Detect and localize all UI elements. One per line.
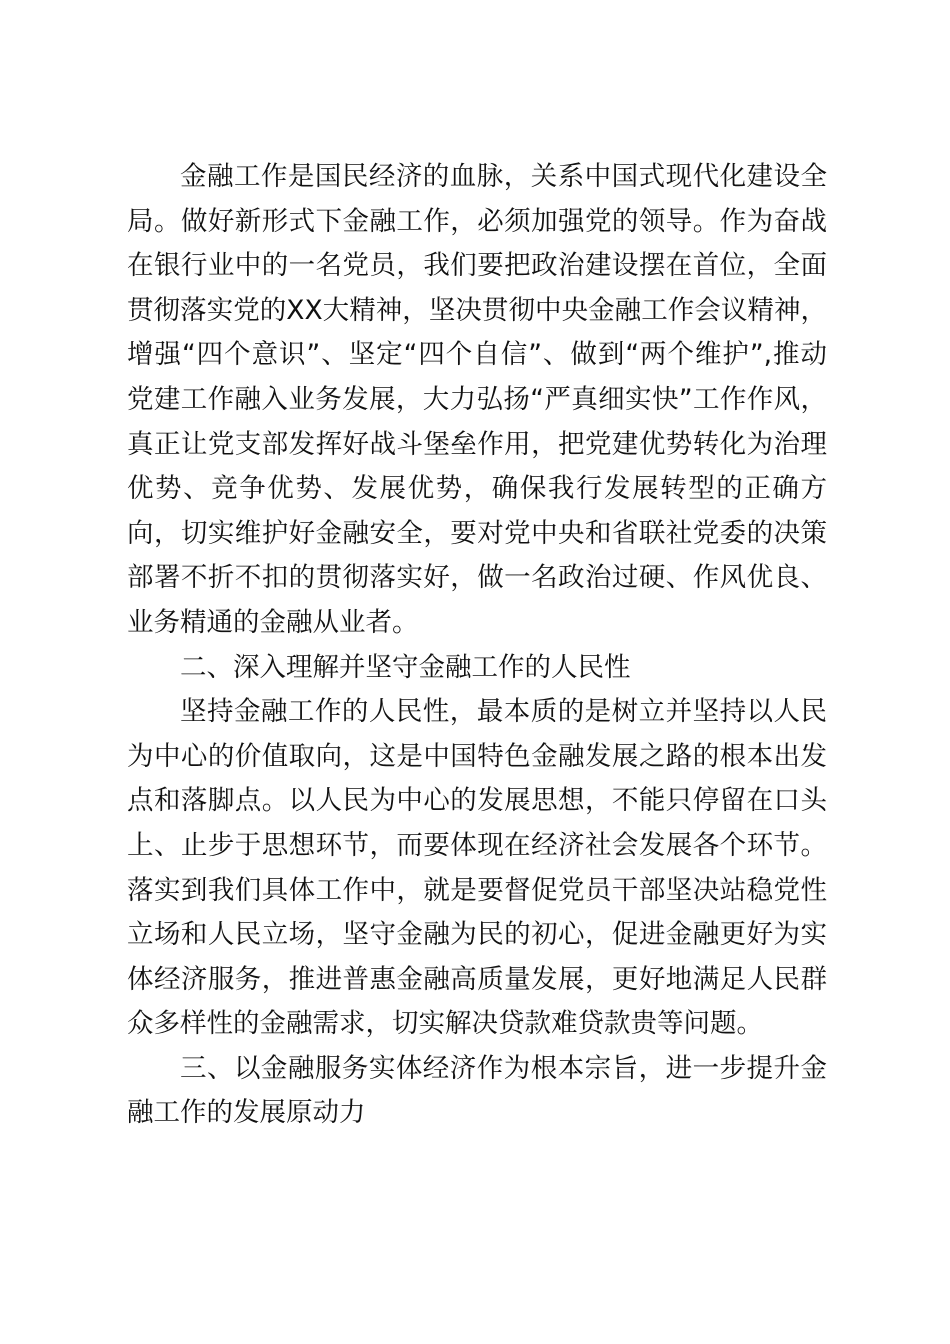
paragraph-party-leadership: 金融工作是国民经济的血脉，关系中国式现代化建设全局。做好新形式下金融工作，必须加强党的领导。作为奋战在银行业中的一名党员，我们要把政治建设摆在首位，全面贯彻落实党的XX大精神，坚决贯彻中央金融工作会议精神，增强“四个意识”、坚定“四个自信”、做到“两个维护”,推动党建工作融入业务发展，大力弘扬“严真细实快”工作作风，真正让党支部发挥好战斗堡垒作用，把党建优势转化为治理优势、竞争优势、发展优势，确保我行发展转型的正确方向，切实维护好金融安全，要对党中央和省联社党委的决策部署不折不扣的贯彻落实好，做一名政治过硬、作风优良、业务精通的金融从业者。: [127, 161, 827, 638]
section-heading-2: 二、深入理解并坚守金融工作的人民性: [180, 651, 631, 683]
paragraph-people-oriented: 坚持金融工作的人民性，最本质的是树立并坚持以人民为中心的价值取向，这是中国特色金融发展之路的根本出发点和落脚点。以人民为中心的发展思想，不能只停留在口头上、止步于思想环节，而要体现在经济社会发展各个环节。落实到我们具体工作中，就是要督促党员干部坚决站稳党性立场和人民立场，坚守金融为民的初心，促进金融更好为实体经济服务，推进普惠金融高质量发展，更好地满足人民群众多样性的金融需求，切实解决贷款难贷款贵等问题。: [127, 696, 827, 1040]
document-body: [127, 155, 827, 1136]
section-heading-3: 三、以金融服务实体经济作为根本宗旨，进一步提升金融工作的发展原动力: [127, 1052, 827, 1129]
